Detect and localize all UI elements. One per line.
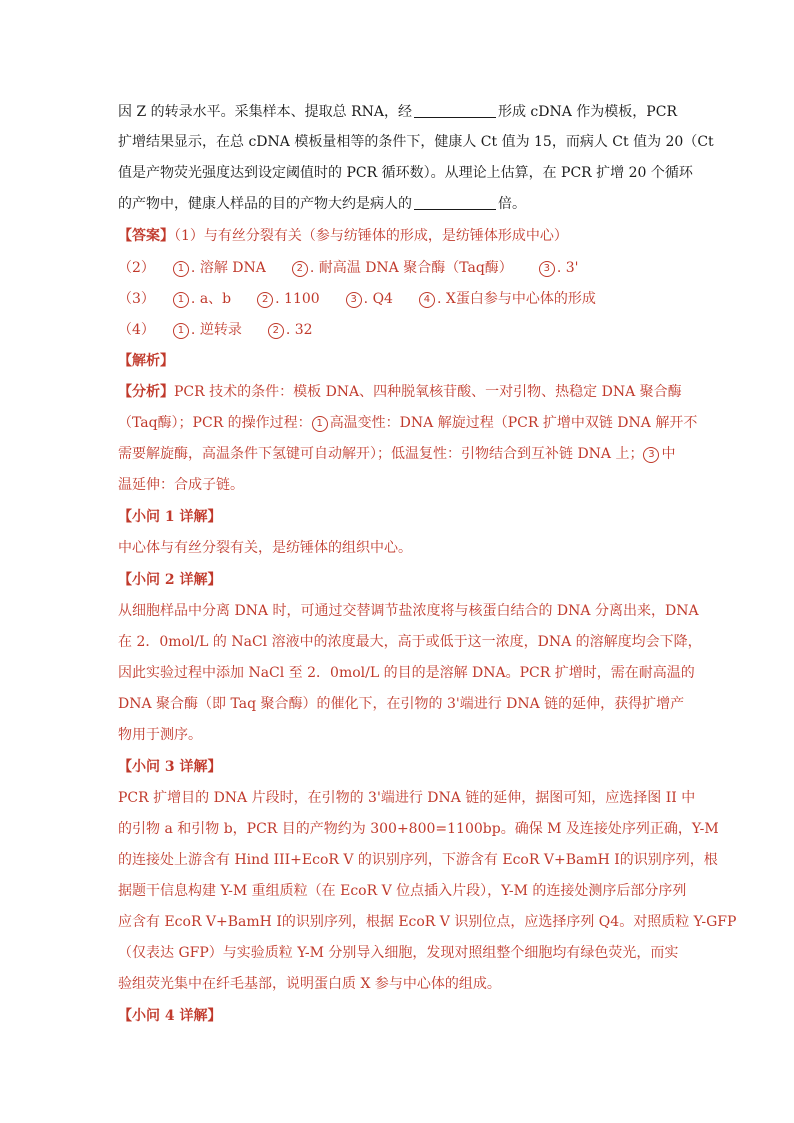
circled-number-icon: 2: [257, 292, 273, 308]
q3-heading: [118, 757, 678, 777]
analysis-line-3: [118, 444, 678, 464]
answer-item: . 32: [285, 322, 313, 338]
answer-item: . Q4: [363, 291, 393, 307]
explanation-text: 应含有 EcoR V+BamH Ⅰ的识别序列，根据 EcoR V 识别位点，应选择序列 Q4。对照质粒 Y-GFP: [118, 914, 737, 930]
analysis-text: 需要解旋酶，高温条件下氢键可自动解开）；低温复性：引物结合到互补链 DNA 上；: [118, 446, 644, 462]
q3-line-7: [118, 974, 678, 994]
explanation-text: 的连接处上游含有 Hind III+EcoR V 的识别序列，下游含有 EcoR V+BamH Ⅰ的识别序列，根: [118, 852, 718, 868]
explanation-text: PCR 扩增目的 DNA 片段时，在引物的 3'端进行 DNA 链的延伸，据图可知，应选择图 II 中: [118, 790, 696, 806]
answer-line-3: [118, 289, 678, 309]
explanation-text: 的引物 a 和引物 b，PCR 目的产物约为 300+800=1100bp。确保 M 及连接处序列正确，Y-M: [118, 821, 719, 837]
q2-line-1: [118, 601, 699, 621]
subquestion-tag: 【小问 3 详解】: [118, 759, 222, 775]
explanation-text: 据题干信息构建 Y-M 重组质粒（在 EcoR V 位点插入片段），Y-M 的连接处测序后部分序列: [118, 883, 687, 899]
answer-item: . 1100: [275, 291, 320, 307]
q3-line-3: [118, 850, 718, 870]
circled-number-icon: 1: [173, 323, 189, 339]
answer-tag: 【答案】: [118, 228, 174, 244]
analysis-heading: [118, 351, 678, 371]
q2-line-5: [118, 725, 678, 745]
question-text: 因 Z 的转录水平。采集样本、提取总 RNA，经: [118, 104, 412, 120]
q3-line-6: [118, 943, 678, 963]
question-line-3: [118, 163, 693, 183]
analysis-text: （Taq酶）；PCR 的操作过程：: [118, 415, 312, 431]
circled-number-icon: 1: [312, 416, 328, 432]
q2-line-4: [118, 694, 685, 714]
q2-line-3: [118, 663, 695, 683]
explanation-text: 验组荧光集中在纤毛基部，说明蛋白质 X 参与中心体的组成。: [118, 976, 501, 992]
question-text: 扩增结果显示，在总 cDNA 模板量相等的条件下，健康人 Ct 值为 15，而病人 Ct 值为 20（Ct: [118, 134, 714, 150]
analysis-subtag: 【分析】: [118, 384, 174, 400]
analysis-line-2: [118, 413, 698, 433]
q1-line-1: [118, 538, 678, 558]
question-line-1: [118, 102, 678, 122]
question-text: 倍。: [498, 196, 526, 212]
circled-number-icon: 4: [419, 292, 435, 308]
q2-heading: [118, 570, 678, 590]
circled-number-icon: 1: [173, 292, 189, 308]
analysis-tag: 【解析】: [118, 353, 174, 369]
explanation-text: 中心体与有丝分裂有关，是纺锤体的组织中心。: [118, 540, 412, 556]
answer-blank-2: [414, 195, 496, 210]
answer-item: . X蛋白参与中心体的形成: [436, 291, 596, 307]
answer-number: （2）: [118, 260, 155, 276]
circled-number-icon: 2: [292, 261, 308, 277]
circled-number-icon: 2: [268, 323, 284, 339]
analysis-text: 高温变性：DNA 解旋过程（PCR 扩增中双链 DNA 解开不: [329, 415, 698, 431]
question-line-2: [118, 132, 714, 152]
subquestion-tag: 【小问 2 详解】: [118, 572, 222, 588]
subquestion-tag: 【小问 1 详解】: [118, 509, 222, 525]
question-text: 的产物中，健康人样品的目的产物大约是病人的: [118, 196, 412, 212]
answer-line-2: [118, 258, 678, 278]
answer-number: （4）: [118, 322, 155, 338]
circled-number-icon: 3: [643, 447, 659, 463]
subquestion-tag: 【小问 4 详解】: [118, 1008, 222, 1024]
q4-heading: [118, 1006, 678, 1026]
analysis-text: 温延伸：合成子链。: [118, 477, 244, 493]
explanation-text: 物用于测序。: [118, 727, 202, 743]
explanation-text: 在 2．0mol/L 的 NaCl 溶液中的浓度最大，高于或低于这一浓度，DNA 的溶解度均会下降，: [118, 634, 702, 650]
answer-number: （3）: [118, 291, 155, 307]
answer-item: . a、b: [190, 291, 232, 307]
explanation-text: 因此实验过程中添加 NaCl 至 2．0mol/L 的目的是溶解 DNA。PCR 扩增时，需在耐高温的: [118, 665, 695, 681]
q3-line-1: [118, 788, 696, 808]
q3-line-2: [118, 819, 719, 839]
answer-text: （1）与有丝分裂有关（参与纺锤体的形成，是纺锤体形成中心）: [174, 228, 568, 244]
answer-blank-1: [414, 103, 496, 118]
explanation-text: DNA 聚合酶（即 Taq 聚合酶）的催化下，在引物的 3'端进行 DNA 链的延伸，获得扩增产: [118, 696, 685, 712]
question-line-4: [118, 194, 678, 214]
explanation-text: （仅表达 GFP）与实验质粒 Y-M 分别导入细胞，发现对照组整个细胞均有绿色荧光，而实: [118, 945, 679, 961]
q1-heading: [118, 507, 678, 527]
answer-item: . 耐高温 DNA 聚合酶（Taq酶）: [309, 260, 513, 276]
q2-line-2: [118, 632, 702, 652]
question-text: 形成 cDNA 作为模板，PCR: [497, 104, 677, 120]
analysis-text: PCR 技术的条件：模板 DNA、四种脱氧核苷酸、一对引物、热稳定 DNA 聚合酶: [174, 384, 682, 400]
answer-item: . 3': [556, 260, 579, 276]
q3-line-4: [118, 881, 687, 901]
analysis-line-1: [118, 382, 682, 402]
circled-number-icon: 3: [539, 261, 555, 277]
analysis-line-4: [118, 475, 678, 495]
answer-line-4: [118, 320, 678, 340]
answer-line-1: [118, 226, 678, 246]
answer-item: . 溶解 DNA: [190, 260, 266, 276]
analysis-text: 中: [661, 446, 676, 462]
circled-number-icon: 1: [173, 261, 189, 277]
circled-number-icon: 3: [346, 292, 362, 308]
q3-line-5: [118, 912, 737, 932]
question-text: 值是产物荧光强度达到设定阈值时的 PCR 循环数）。从理论上估算，在 PCR 扩增 20 个循环: [118, 165, 693, 181]
answer-item: . 逆转录: [190, 322, 242, 338]
explanation-text: 从细胞样品中分离 DNA 时，可通过交替调节盐浓度将与核蛋白结合的 DNA 分离出来，DNA: [118, 603, 699, 619]
